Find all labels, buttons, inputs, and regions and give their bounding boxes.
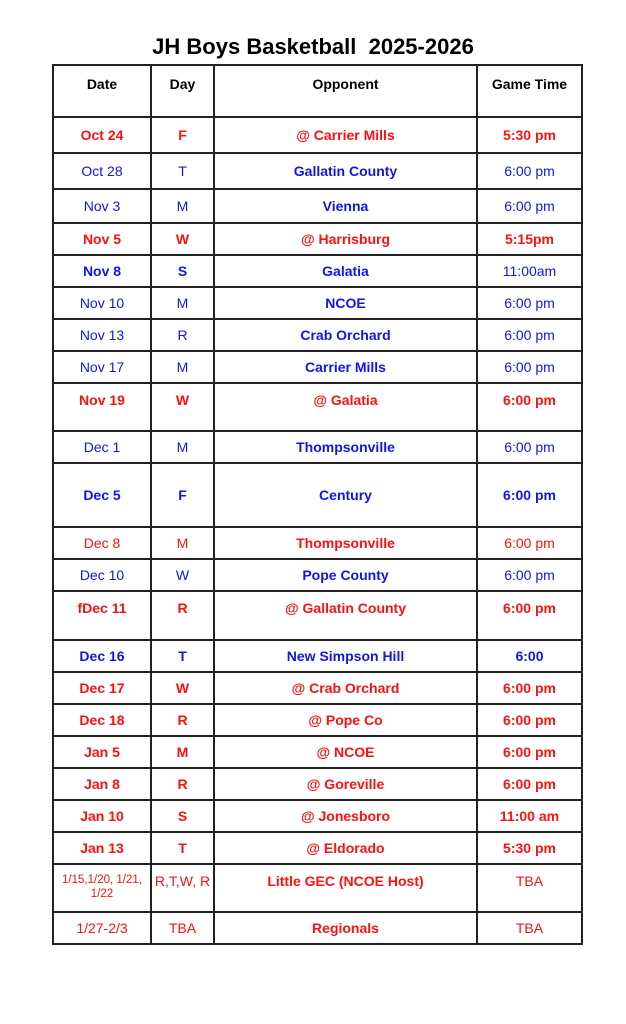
table-row: [53, 800, 582, 832]
cell-opponent: Gallatin County: [214, 153, 477, 189]
table-row: [53, 383, 582, 431]
cell-date: Nov 13: [53, 319, 151, 351]
cell-day: F: [151, 463, 214, 527]
cell-opponent: @ Crab Orchard: [214, 672, 477, 704]
cell-day: W: [151, 559, 214, 591]
cell-day: R: [151, 704, 214, 736]
cell-day: F: [151, 117, 214, 153]
cell-day: T: [151, 640, 214, 672]
cell-date: Dec 5: [53, 463, 151, 527]
cell-day: W: [151, 223, 214, 255]
cell-game-time: 6:00 pm: [477, 319, 582, 351]
cell-day: R,T,W, R: [151, 864, 214, 912]
cell-date: Nov 8: [53, 255, 151, 287]
cell-date: Jan 8: [53, 768, 151, 800]
cell-date: Dec 8: [53, 527, 151, 559]
table-row: [53, 912, 582, 944]
cell-day: M: [151, 527, 214, 559]
cell-opponent: Century: [214, 463, 477, 527]
table-row: [53, 463, 582, 527]
cell-game-time: TBA: [477, 912, 582, 944]
cell-date: Jan 5: [53, 736, 151, 768]
cell-day: R: [151, 591, 214, 640]
cell-day: M: [151, 287, 214, 319]
cell-date: Oct 24: [53, 117, 151, 153]
cell-game-time: 6:00 pm: [477, 287, 582, 319]
cell-date: Dec 18: [53, 704, 151, 736]
cell-opponent: Crab Orchard: [214, 319, 477, 351]
cell-game-time: 6:00 pm: [477, 431, 582, 463]
cell-day: M: [151, 736, 214, 768]
header-date: Date: [53, 65, 151, 117]
cell-date: Jan 10: [53, 800, 151, 832]
schedule-table: [52, 64, 583, 945]
cell-opponent: Little GEC (NCOE Host): [214, 864, 477, 912]
cell-game-time: 6:00 pm: [477, 704, 582, 736]
table-row: [53, 351, 582, 383]
cell-date: fDec 11: [53, 591, 151, 640]
cell-game-time: 6:00 pm: [477, 153, 582, 189]
table-row: [53, 640, 582, 672]
cell-day: T: [151, 832, 214, 864]
cell-game-time: 6:00 pm: [477, 672, 582, 704]
cell-opponent: @ Galatia: [214, 383, 477, 431]
cell-opponent: Carrier Mills: [214, 351, 477, 383]
table-row: [53, 559, 582, 591]
cell-date: Dec 10: [53, 559, 151, 591]
cell-date: Nov 5: [53, 223, 151, 255]
cell-game-time: 6:00 pm: [477, 559, 582, 591]
cell-opponent: Regionals: [214, 912, 477, 944]
cell-opponent: @ Carrier Mills: [214, 117, 477, 153]
table-header-row: [53, 65, 582, 117]
table-row: [53, 117, 582, 153]
cell-game-time: 6:00 pm: [477, 351, 582, 383]
cell-game-time: 6:00: [477, 640, 582, 672]
cell-day: M: [151, 431, 214, 463]
cell-date: Dec 1: [53, 431, 151, 463]
header-opponent: Opponent: [214, 65, 477, 117]
cell-date: Nov 19: [53, 383, 151, 431]
table-row: [53, 223, 582, 255]
cell-game-time: 6:00 pm: [477, 189, 582, 223]
cell-opponent: @ Eldorado: [214, 832, 477, 864]
cell-game-time: 6:00 pm: [477, 383, 582, 431]
cell-opponent: New Simpson Hill: [214, 640, 477, 672]
header-game-time: Game Time: [477, 65, 582, 117]
table-row: [53, 768, 582, 800]
cell-date: Jan 13: [53, 832, 151, 864]
cell-day: M: [151, 189, 214, 223]
cell-game-time: 6:00 pm: [477, 463, 582, 527]
cell-game-time: TBA: [477, 864, 582, 912]
cell-date: Nov 3: [53, 189, 151, 223]
cell-game-time: 11:00 am: [477, 800, 582, 832]
table-row: [53, 591, 582, 640]
cell-day: T: [151, 153, 214, 189]
cell-opponent: @ Jonesboro: [214, 800, 477, 832]
cell-date: Dec 17: [53, 672, 151, 704]
table-row: [53, 832, 582, 864]
table-row: [53, 431, 582, 463]
cell-date: 1/15,1/20, 1/21, 1/22: [53, 864, 151, 912]
table-row: [53, 736, 582, 768]
cell-date: 1/27-2/3: [53, 912, 151, 944]
cell-game-time: 6:00 pm: [477, 591, 582, 640]
cell-game-time: 5:15pm: [477, 223, 582, 255]
cell-opponent: Vienna: [214, 189, 477, 223]
cell-game-time: 5:30 pm: [477, 832, 582, 864]
cell-date: Nov 10: [53, 287, 151, 319]
table-row: [53, 672, 582, 704]
table-row: [53, 527, 582, 559]
cell-day: S: [151, 255, 214, 287]
cell-game-time: 6:00 pm: [477, 768, 582, 800]
cell-opponent: NCOE: [214, 287, 477, 319]
header-day: Day: [151, 65, 214, 117]
table-row: [53, 255, 582, 287]
cell-date: Dec 16: [53, 640, 151, 672]
cell-opponent: @ Pope Co: [214, 704, 477, 736]
cell-opponent: Galatia: [214, 255, 477, 287]
page-title: JH Boys Basketball 2025-2026: [152, 34, 474, 59]
cell-opponent: Thompsonville: [214, 527, 477, 559]
table-row: [53, 319, 582, 351]
cell-opponent: @ Gallatin County: [214, 591, 477, 640]
table-row: [53, 189, 582, 223]
cell-day: TBA: [151, 912, 214, 944]
cell-game-time: 6:00 pm: [477, 736, 582, 768]
cell-date: Oct 28: [53, 153, 151, 189]
cell-date: Nov 17: [53, 351, 151, 383]
cell-game-time: 6:00 pm: [477, 527, 582, 559]
table-row: [53, 864, 582, 912]
cell-day: M: [151, 351, 214, 383]
cell-day: S: [151, 800, 214, 832]
table-row: [53, 153, 582, 189]
cell-day: R: [151, 319, 214, 351]
cell-opponent: @ Harrisburg: [214, 223, 477, 255]
cell-game-time: 11:00am: [477, 255, 582, 287]
cell-day: W: [151, 383, 214, 431]
cell-opponent: @ Goreville: [214, 768, 477, 800]
cell-opponent: @ NCOE: [214, 736, 477, 768]
cell-opponent: Pope County: [214, 559, 477, 591]
table-row: [53, 287, 582, 319]
cell-game-time: 5:30 pm: [477, 117, 582, 153]
cell-opponent: Thompsonville: [214, 431, 477, 463]
table-row: [53, 704, 582, 736]
cell-day: R: [151, 768, 214, 800]
cell-day: W: [151, 672, 214, 704]
